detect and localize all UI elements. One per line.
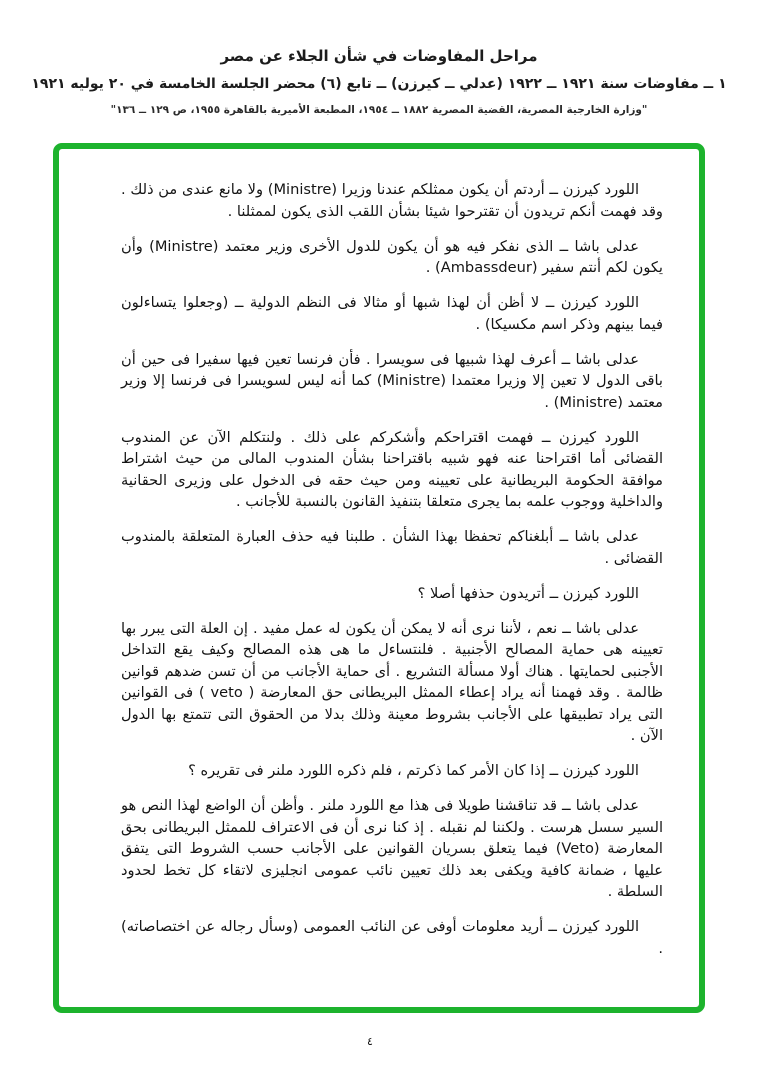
dialogue-paragraph	[121, 427, 663, 513]
speaker-name: عدلى باشا	[575, 350, 640, 368]
page-title: مراحل المفاوضات في شأن الجلاء عن مصر	[220, 47, 538, 65]
document-header	[0, 0, 758, 116]
speaker-name: اللورد كيرزن	[562, 584, 639, 602]
speaker-dash: ــ	[545, 294, 555, 311]
paragraph-text: الذى نفكر فيه هو أن يكون للدول الأخرى وزير معتمد (Ministre) وأن يكون لكم أنتم سفير (Ambassdeur) .	[121, 237, 663, 276]
paragraph-text: لا أظن أن لهذا شبها أو مثالا فى النظم الدولية ــ (وجعلوا يتساءلون فيما بينهم وذكر اسم مكسيكا) .	[121, 294, 663, 333]
dialogue-paragraph	[121, 618, 663, 747]
speaker-name: عدلى باشا	[575, 619, 640, 637]
speaker-dash: ــ	[562, 619, 571, 637]
paragraph-text: أريد معلومات أوفى عن النائب العمومى (وسأل رجاله عن اختصاصاته) .	[121, 918, 663, 957]
paragraph-text: إذا كان الأمر كما ذكرتم ، فلم ذكره اللورد ملنر فى تقريره ؟	[188, 762, 545, 779]
speaker-name: اللورد كيرزن	[558, 428, 640, 446]
dialogue-paragraph	[121, 349, 663, 414]
speaker-dash: ــ	[561, 350, 571, 368]
dialogue-body	[121, 179, 663, 959]
speaker-name: عدلى باشا	[575, 797, 640, 814]
dialogue-paragraph	[121, 236, 663, 279]
dialogue-paragraph	[121, 292, 663, 335]
speaker-dash: ــ	[559, 237, 569, 255]
page-number: ٤	[367, 1035, 373, 1048]
paragraph-text: أردتم أن يكون ممثلكم عندنا وزيرا (Ministre) ولا مانع عندى من ذلك . وقد فهمت أنكم تريدون أن تقترحوا شيئا بشأن اللقب الذى يكون لممثلنا .	[121, 181, 663, 220]
dialogue-paragraph	[121, 179, 663, 222]
speaker-dash: ــ	[549, 584, 559, 602]
speaker-dash: ــ	[549, 181, 558, 198]
dialogue-paragraph	[121, 916, 663, 959]
dialogue-paragraph	[121, 760, 663, 782]
speaker-name: عدلى باشا	[574, 237, 639, 255]
speaker-name: اللورد كيرزن	[562, 918, 640, 935]
source-citation: "وزارة الخارجية المصرية، القضية المصرية ١٨٨٢ ــ ١٩٥٤، المطبعة الأميرية بالقاهرة ١٩٥٥، ص ١٢٩ ــ ١٣٦"	[110, 104, 648, 116]
speaker-dash: ــ	[549, 762, 559, 779]
speaker-name: اللورد كيرزن	[560, 294, 640, 311]
speaker-dash: ــ	[562, 797, 571, 814]
paragraph-text: نعم ، لأننا نرى أنه لا يمكن أن يكون له عمل مفيد . إن العلة التى يبرر بها تعيينه هى حماية المصالح الأجنبية . فلنتساءل ما هى هذه المصالح وكيف يقع التداخل الأجنبى لحمايتها . هناك أولا مسألة التشريع . أى حماية الأجانب من أن تسن ضدهم قوانين ظالمة . وقد فهمنا أنه يراد إعطاء الممثل البريطانى حق المعارضة ( veto ) فى القوانين التى يراد تطبيقها على الأجانب بشروط معينة وذلك بدلا من الحقوق التى تتمتع بها الدول الآن .	[121, 619, 663, 744]
speaker-name: عدلى باشا	[574, 528, 639, 545]
paragraph-text: أبلغناكم تحفظا بهذا الشأن . طلبنا فيه حذف العبارة المتعلقة بالمندوب القضائى .	[121, 528, 663, 567]
dialogue-paragraph	[121, 583, 663, 605]
speaker-name: اللورد كيرزن	[562, 181, 640, 198]
speaker-dash: ــ	[559, 528, 569, 545]
speaker-name: اللورد كيرزن	[562, 762, 639, 779]
paragraph-text: قد تناقشنا طويلا فى هذا مع اللورد ملنر . وأظن أن الواضع لهذا النص هو السير سسل هرست . ولكننا لم نقبله . إذ كنا نرى أن فى الاعتراف للممثل البريطانى بحق المعارضة (Veto) فيما يتعلق بسريان القوانين على الأجانب حسب الشروط التى يتفق عليها ، ضمانة كافية ويكفى بعد ذلك تعيين نائب عمومى انجليزى لاتقاء كل تخط لحدود السلطة .	[121, 797, 663, 900]
speaker-dash: ــ	[541, 428, 551, 446]
paragraph-text: فهمت اقتراحكم وأشكركم على ذلك . ولنتكلم الآن عن المندوب القضائى أما اقتراحنا عنه فهو شبيه باقتراحنا بشأن المندوب المالى من حيث اشتراط موافقة الحكومة البريطانية على تعيينه ومن حيث حقه فى الدخول على وزيرى الحقانية والداخلية ووجوب علمه بما يجرى متعلقا بتنفيذ القانون بالنسبة للأجانب .	[121, 428, 663, 510]
paragraph-text: أعرف لهذا شبيها فى سويسرا . فأن فرنسا تعين فيها سفيرا فى حين أن باقى الدول لا تعين إلا وزيرا معتمدا (Ministre) كما أنه ليس لسويسرا فى فرنسا إلا وزير معتمد (Ministre) .	[121, 350, 663, 411]
section-subtitle: ١ ــ مفاوضات سنة ١٩٢١ ــ ١٩٢٢ (عدلي ــ كيرزن) ــ تابع (٦) محضر الجلسة الخامسة في ٢٠ يوليه ١٩٢١	[31, 76, 727, 92]
dialogue-paragraph	[121, 526, 663, 569]
green-highlight-frame	[53, 143, 705, 1013]
paragraph-text: أتريدون حذفها أصلا ؟	[417, 584, 545, 602]
dialogue-paragraph	[121, 795, 663, 903]
speaker-dash: ــ	[548, 918, 557, 935]
